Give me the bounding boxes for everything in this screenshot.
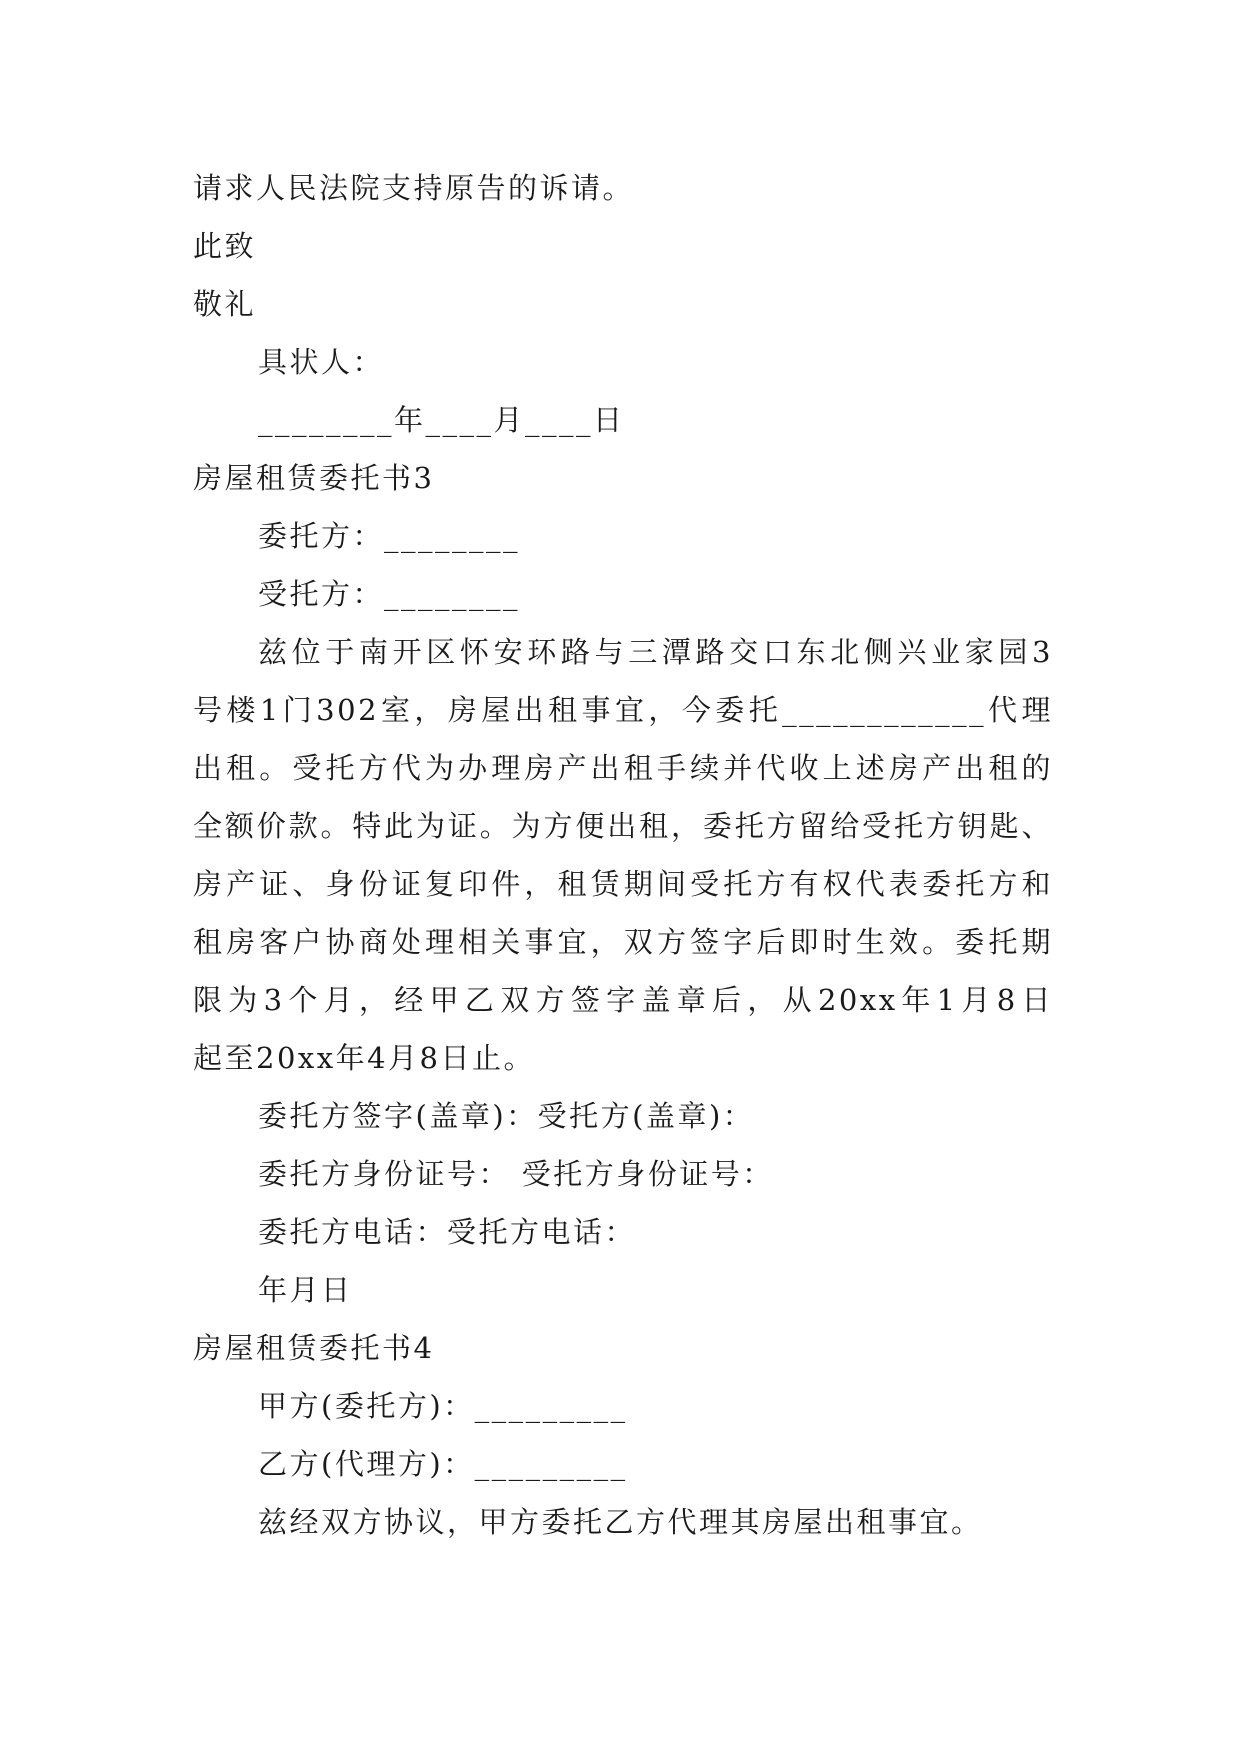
- paragraph-line: 兹位于南开区怀安环路与三潭路交口东北侧兴业家园3: [258, 635, 1053, 669]
- field-line: 甲方(委托方)：_________: [258, 1389, 628, 1423]
- section-title: 房屋租赁委托书3: [193, 461, 435, 495]
- signature-label: 具状人：: [258, 345, 385, 379]
- section-title: 房屋租赁委托书4: [193, 1331, 435, 1365]
- paragraph-line: 房产证、身份证复印件，租赁期间受托方有权代表委托方和: [193, 867, 1053, 901]
- salutation-line: 敬礼: [193, 287, 257, 321]
- paragraph-line: 租房客户协商处理相关事宜，双方签字后即时生效。委托期: [193, 925, 1053, 959]
- paragraph-line: 起至20xx年4月8日止。: [193, 1041, 536, 1075]
- paragraph-line: 兹经双方协议，甲方委托乙方代理其房屋出租事宜。: [258, 1505, 983, 1539]
- paragraph-line: 限为3个月，经甲乙双方签字盖章后，从20xx年1月8日: [193, 983, 1053, 1017]
- field-line: 乙方(代理方)：_________: [258, 1447, 628, 1481]
- field-line: 委托方：________: [258, 519, 521, 553]
- salutation-line: 此致: [193, 229, 257, 263]
- field-line: 受托方：________: [258, 577, 521, 611]
- paragraph-line: 出租。受托方代为办理房产出租手续并代收上述房产出租的: [193, 751, 1053, 785]
- paragraph-line: 请求人民法院支持原告的诉请。: [193, 171, 635, 205]
- field-line: 委托方身份证号： 受托方身份证号：: [258, 1157, 774, 1191]
- paragraph-line: 号楼1门302室，房屋出租事宜，今委托____________代理: [193, 693, 1053, 727]
- field-line: 委托方签字(盖章)：受托方(盖章)：: [258, 1099, 755, 1133]
- date-line: ________年____月____日: [258, 403, 625, 437]
- date-line: 年月日: [258, 1273, 353, 1307]
- field-line: 委托方电话：受托方电话：: [258, 1215, 637, 1249]
- paragraph-line: 全额价款。特此为证。为方便出租，委托方留给受托方钥匙、: [193, 809, 1053, 843]
